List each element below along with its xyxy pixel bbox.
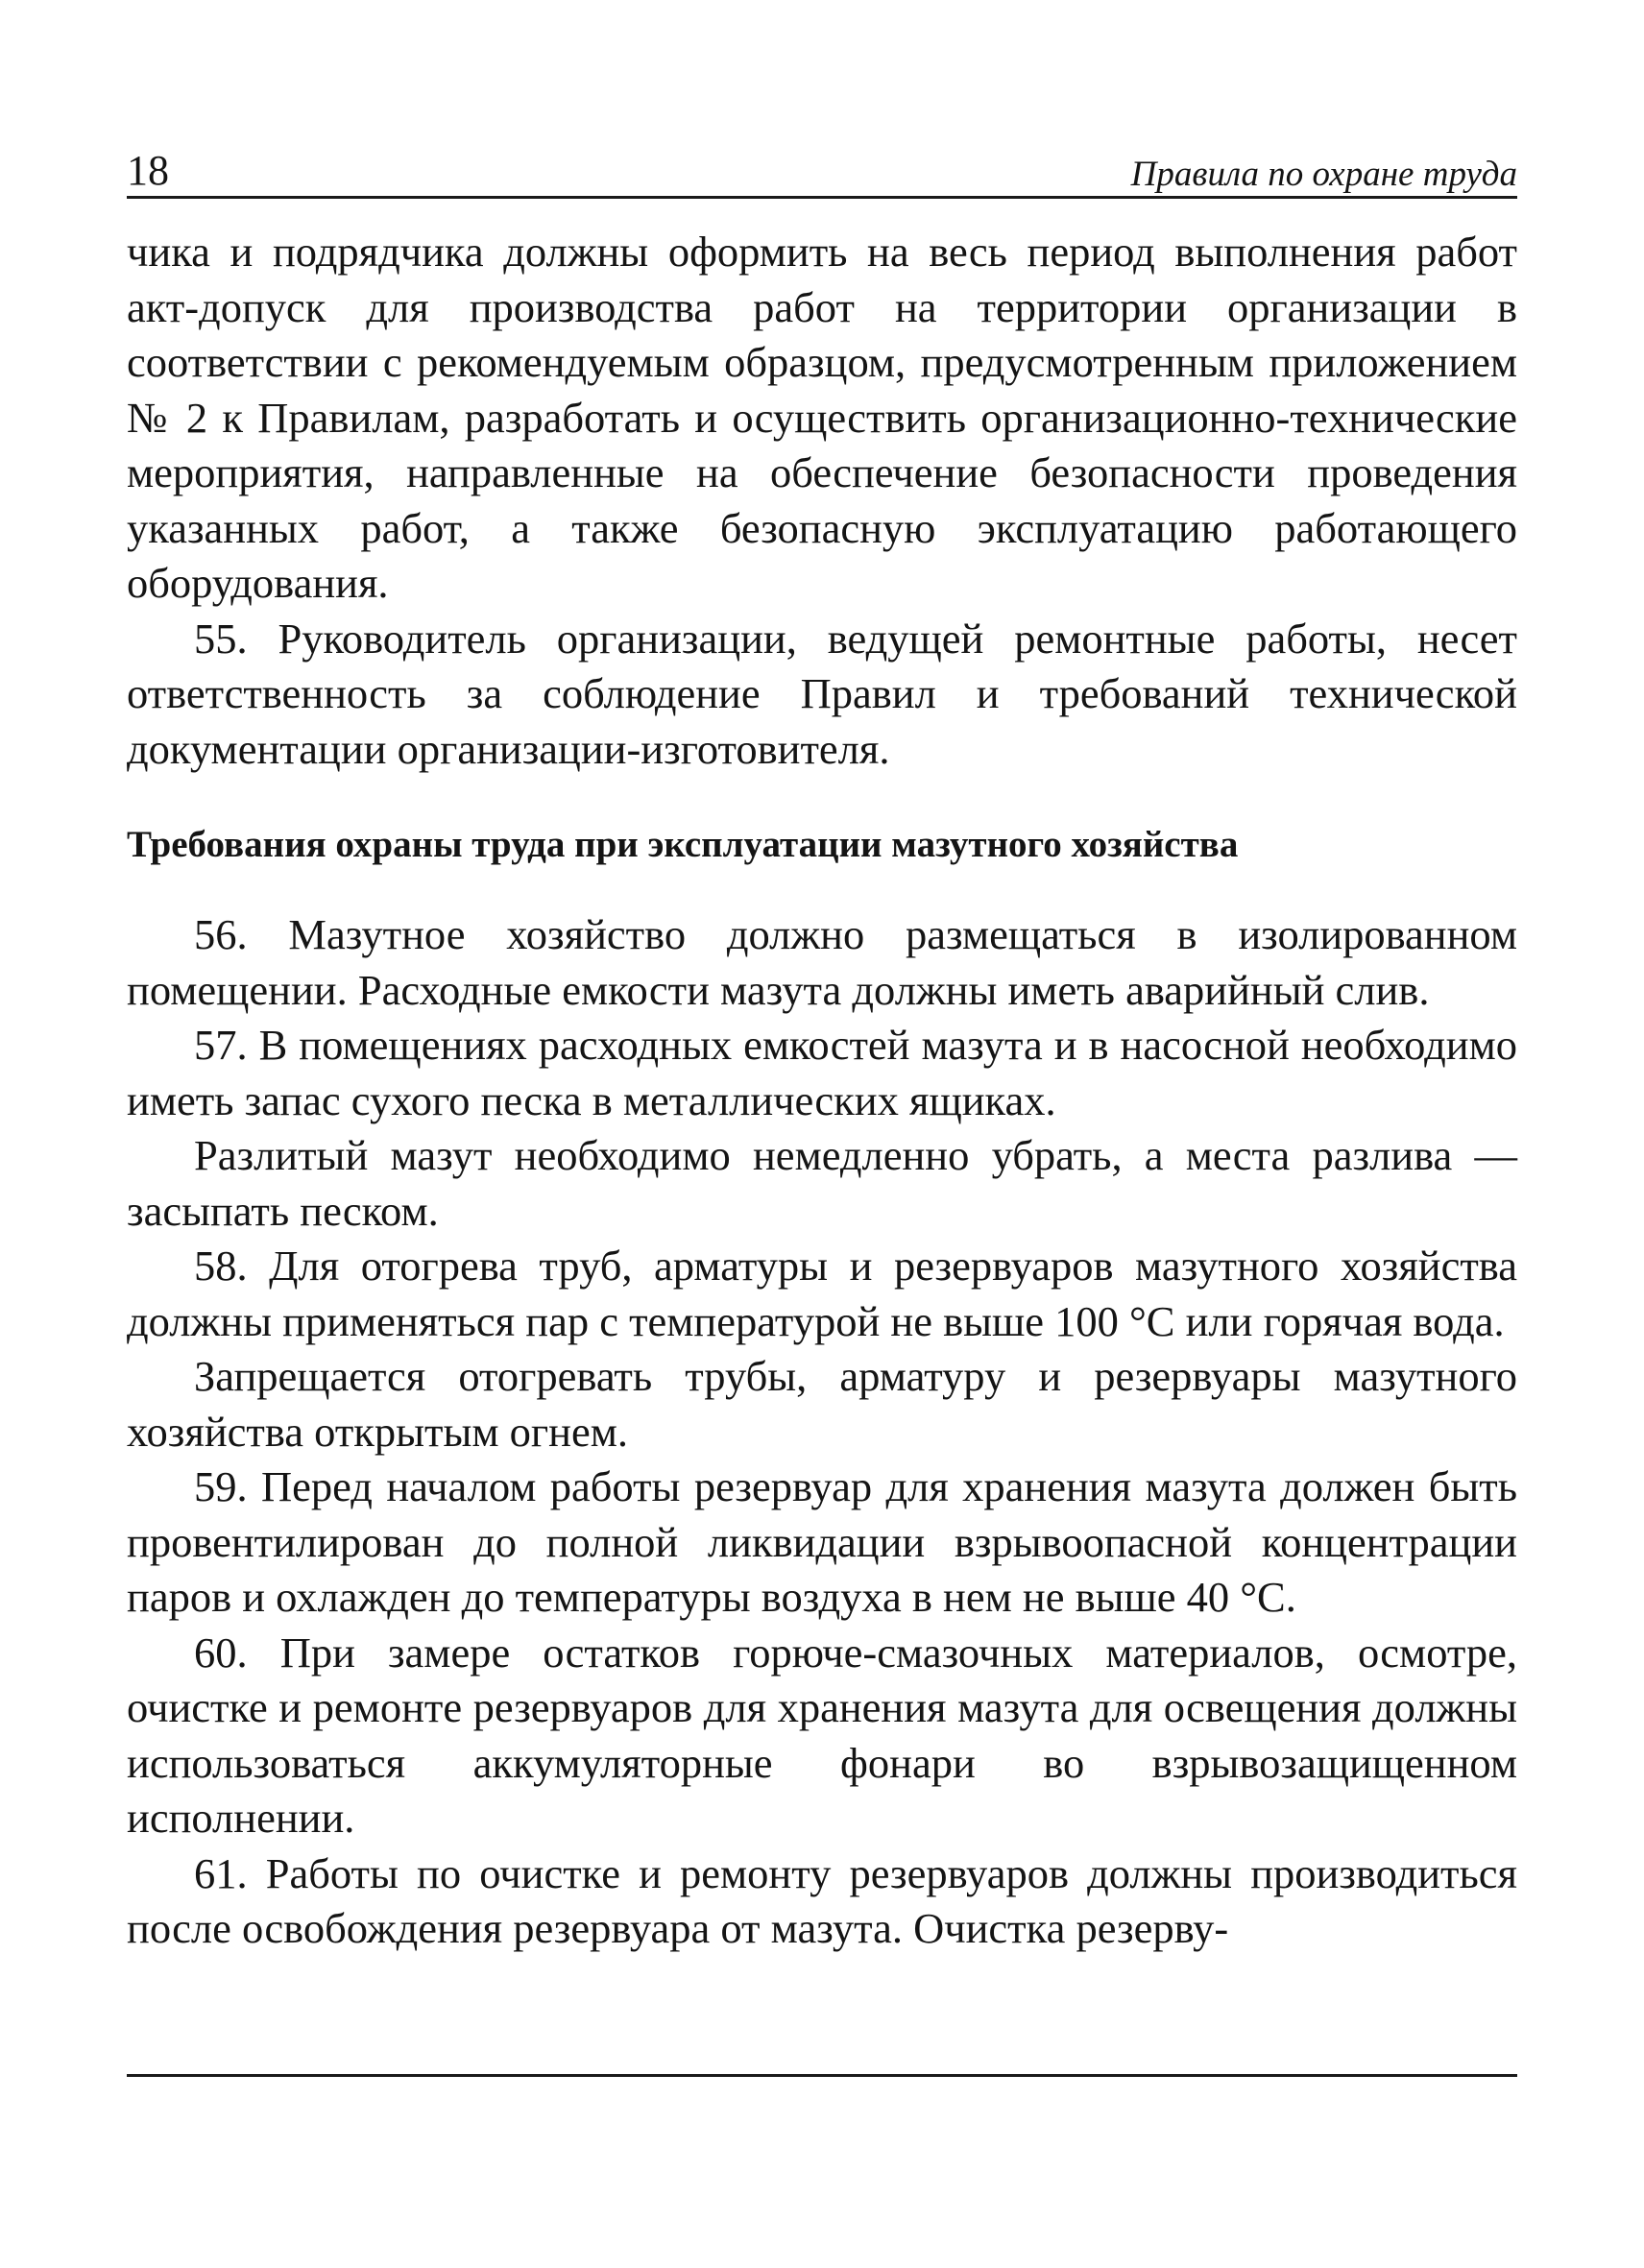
paragraph: чика и подрядчика должны оформить на весь период выполнения работ акт-допуск для производства работ на территории организации в соответствии с рекомендуемым образцом, предусмотренным приложением № 2 к Правилам, разработать и осуществить организационно-технические мероприятия, направленные на обеспечение безопасности проведения указанных работ, а также безопасную эксплуатацию работающего оборудования. — [127, 228, 1517, 607]
paragraph-58-note: Запрещается отогревать трубы, арматуру и резервуары мазутного хозяйства открытым огнем. — [127, 1352, 1517, 1456]
page-header — [127, 142, 1517, 199]
paragraph-61: 61. Работы по очистке и ремонту резервуаров должны производиться после освобождения резервуара от мазута. Очистка резерву- — [127, 1848, 1517, 1952]
paragraph-58: 58. Для отогрева труб, арматуры и резервуаров мазутного хозяйства должны применяться пар с температурой не выше 100 °С или горячая вода. — [127, 1242, 1517, 1345]
footer-rule — [127, 2074, 1517, 2077]
paragraph-56: 56. Мазутное хозяйство должно размещаться в изолированном помещении. Расходные емкости мазута должны иметь аварийный слив. — [127, 910, 1517, 1014]
paragraph-57: 57. В помещениях расходных емкостей мазута и в насосной необходимо иметь запас сухого песка в металлических ящиках. — [127, 1021, 1517, 1124]
paragraph-57-note: Разлитый мазут необходимо немедленно убрать, а места разлива — засыпать песком. — [127, 1131, 1517, 1235]
page-number: 18 — [127, 147, 169, 194]
section-heading: Требования охраны труда при эксплуатации мазутного хозяйства — [127, 824, 1239, 865]
paragraph-59: 59. Перед началом работы резервуар для хранения мазута должен быть провентилирован до полной ликвидации взрывоопасной концентрации паров и охлажден до температуры воздуха в нем не выше 40 °С. — [127, 1462, 1517, 1621]
paragraph-55: 55. Руководитель организации, ведущей ремонтные работы, несет ответственность за соблюдение Правил и требований технической документации организации-изготовителя. — [127, 614, 1517, 773]
body-text — [127, 225, 1517, 1957]
paragraph-60: 60. При замере остатков горюче-смазочных материалов, осмотре, очистке и ремонте резервуаров для хранения мазута для освещения должны использоваться аккумуляторные фонари во взрывозащищенном исполнении. — [127, 1628, 1517, 1842]
running-title: Правила по охране труда — [1130, 155, 1517, 194]
